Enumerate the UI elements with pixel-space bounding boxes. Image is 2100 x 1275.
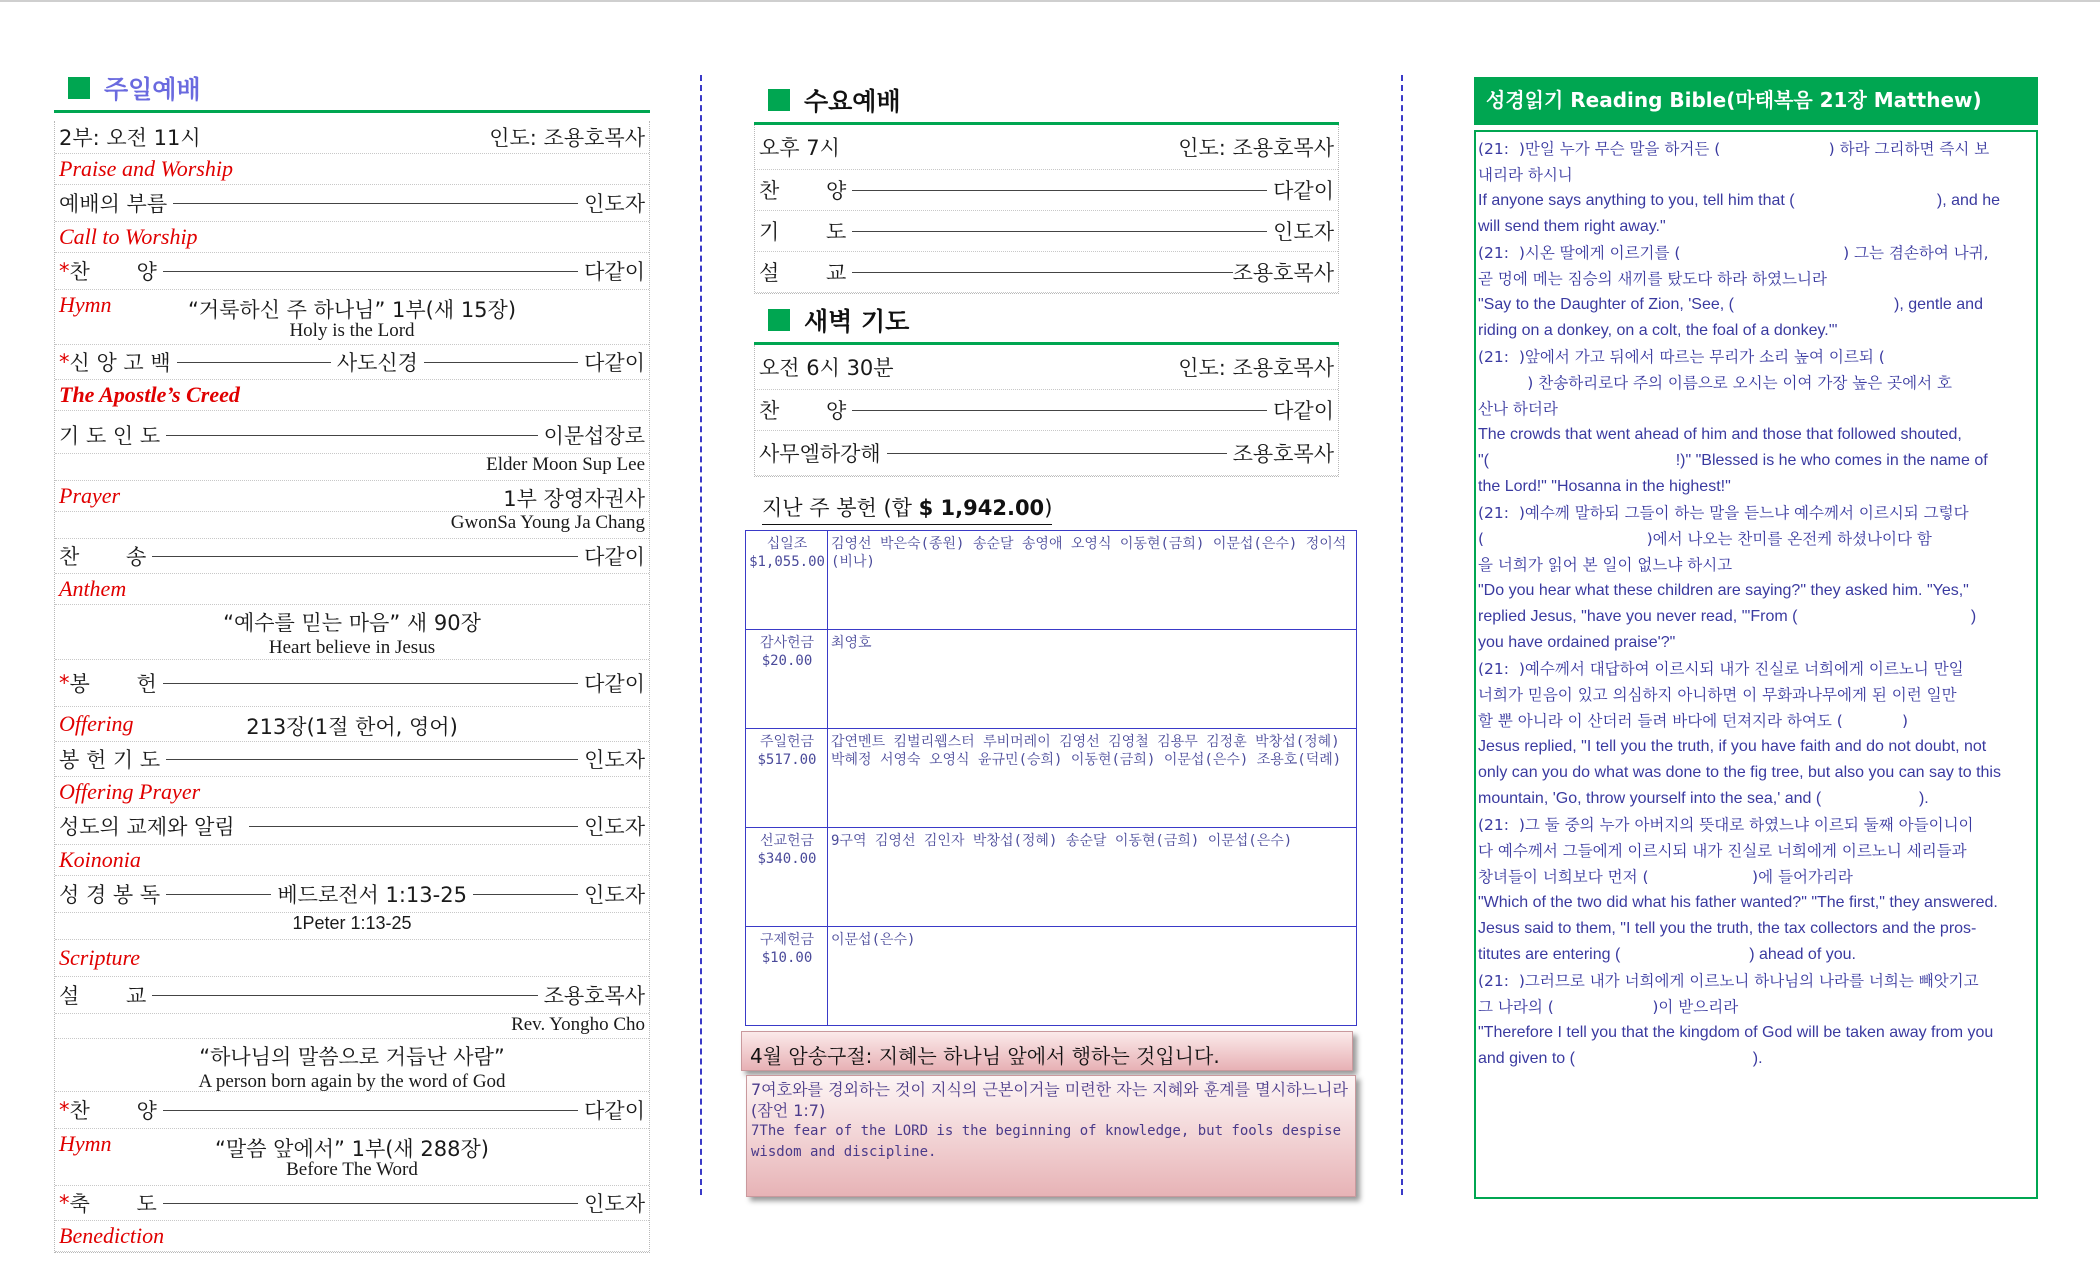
reading-line: replied Jesus, "have you never read, '"From ( ): [1478, 608, 1977, 625]
anthem-row: [55, 539, 649, 574]
dawn-row-label: 사무엘하강해: [759, 442, 881, 466]
sermon-title: “하나님의 말씀으로 거듭난 사람”: [199, 1045, 505, 1069]
reading-line: "Do you hear what these children are saying?" they asked him. "Yes,": [1478, 582, 1969, 599]
creed-mid: 사도신경: [336, 351, 418, 375]
dawn-time: 오전 6시 30분: [759, 356, 894, 380]
dawn-header: [754, 302, 1339, 338]
star-mark: *: [59, 1098, 70, 1122]
hymn1-en: Hymn: [59, 292, 112, 317]
star-mark: *: [59, 350, 70, 374]
service-time-row: [55, 121, 649, 154]
reading-bible-box: [1474, 130, 2038, 1199]
memory-verse-title: 4월 암송구절: 지혜는 하나님 앞에서 행하는 것입니다.: [741, 1031, 1353, 1071]
dawn-time-row: [755, 345, 1338, 390]
green-square-icon: [768, 89, 790, 111]
reading-line: (21: )그 둘 중의 누가 아버지의 뜻대로 하였느냐 이르되 둘째 아들이니이: [1478, 816, 1974, 834]
offering-type-cell: [746, 729, 828, 828]
dawn-row-end: 다같이: [1273, 399, 1334, 423]
reading-line: (21: )예수께 말하되 그들이 하는 말을 듣느냐 예수께서 이르시되 그렇다: [1478, 504, 1969, 522]
wednesday-time-row: [755, 125, 1338, 170]
reading-line: (21: )만일 누가 무슨 말을 하거든 ( ) 하라 그리하면 즉시 보: [1478, 140, 1990, 158]
green-square-icon: [768, 309, 790, 331]
reading-line: (21: )시온 딸에게 이르기를 ( ) 그는 겸손하여 나귀,: [1478, 244, 1989, 262]
column-divider-1: [700, 75, 702, 1195]
creed-row: [55, 345, 649, 380]
hymn2-block: [55, 1129, 649, 1186]
reading-line: ) 찬송하리로다 주의 이름으로 오시는 이여 가장 높은 곳에서 호: [1478, 374, 1952, 392]
column-divider-2: [1401, 75, 1403, 1195]
wednesday-row-end: 다같이: [1273, 179, 1334, 203]
dawn-title: 새벽 기도: [804, 307, 910, 336]
offer-prayer-en: Offering Prayer: [55, 777, 649, 808]
reading-line: (21: )예수께서 대답하여 이르시되 내가 진실로 너희에게 이르노니 만일: [1478, 660, 1964, 678]
weekday-services-section: [754, 82, 1339, 477]
memory-verse-body: [746, 1075, 1356, 1197]
offering-amount: $20.00: [761, 653, 813, 669]
dawn-box: [754, 345, 1339, 477]
hymn2-end: 다같이: [584, 1099, 645, 1123]
reading-line: Jesus replied, "I tell you the truth, if you have faith and do not doubt, not: [1478, 738, 1987, 755]
koinonia-end: 인도자: [584, 815, 645, 839]
table-row: [746, 630, 1357, 729]
reading-line: 창녀들이 너희보다 먼저 ( )에 들어가리라: [1478, 868, 1853, 886]
reading-line: the Lord!" "Hosanna in the highest!": [1478, 478, 1731, 495]
prayer-en: Prayer: [59, 483, 121, 508]
offer-prayer-end: 인도자: [584, 748, 645, 772]
offering-names: 김영선 박은숙(종원) 송순달 송영애 오영식 이동현(금희) 이문섭(은수) 정이석(비나): [828, 531, 1357, 630]
offering-type-cell: [746, 630, 828, 729]
offering-type-cell: [746, 927, 828, 1026]
anthem-end: 다같이: [584, 545, 645, 569]
benediction-en: Benediction: [55, 1221, 649, 1252]
offering-type: 십일조: [766, 536, 808, 552]
reading-line: (21: )앞에서 가고 뒤에서 따르는 무리가 소리 높여 이르되 (: [1478, 348, 1885, 366]
scripture-label: 성 경 봉 독: [59, 883, 161, 907]
offering-type: 주일헌금: [759, 734, 815, 750]
green-square-icon: [68, 77, 90, 99]
star-mark: *: [59, 259, 70, 283]
top-rule: [0, 0, 2100, 2]
scripture-mid: 베드로전서 1:13-25: [277, 883, 467, 907]
creed-end: 다같이: [584, 351, 645, 375]
offer-row: [55, 660, 649, 707]
offering-title-suffix: ): [1044, 496, 1053, 520]
hymn2-en: Hymn: [59, 1131, 112, 1156]
sermon-name-en: Rev. Yongho Cho: [55, 1014, 649, 1039]
reading-line: ( )에서 나오는 찬미를 온전케 하셨나이다 함: [1478, 530, 1932, 548]
reading-line: only can you do what was done to the fig tree, but also you can say to this: [1478, 764, 2001, 781]
dawn-row: [755, 431, 1338, 476]
offering-names: 9구역 김영선 김인자 박창섭(정혜) 송순달 이동현(금희) 이문섭(은수): [828, 828, 1357, 927]
offer-en: Offering: [59, 711, 134, 736]
table-row: [746, 828, 1357, 927]
reading-line: 내리라 하시니: [1478, 166, 1573, 184]
call-end: 인도자: [584, 192, 645, 216]
sunday-title: 주일예배: [104, 75, 201, 104]
reading-line: you have ordained praise'?": [1478, 634, 1676, 651]
offering-total: $ 1,942.00: [918, 496, 1045, 520]
reading-line: and given to ( ).: [1478, 1050, 1763, 1067]
anthem-title: “예수를 믿는 마음” 새 90장: [223, 611, 481, 635]
prayer-row: [55, 417, 649, 454]
reading-line: The crowds that went ahead of him and those that followed shouted,: [1478, 426, 1962, 443]
koinonia-en: Koinonia: [55, 845, 649, 876]
reading-line: mountain, 'Go, throw yourself into the sea,' and ( ).: [1478, 790, 1929, 807]
wednesday-row: [755, 252, 1338, 293]
offering-names: 갑연멘트 킴벌리웹스터 루비머레이 김영선 김영철 김용무 김정훈 박창섭(정혜) 박혜정 서영숙 오영식 윤규민(승희) 이동현(금희) 이문섭(은수) 조용호(덕례): [828, 729, 1357, 828]
reading-line: 그 나라의 ( )이 받으리라: [1478, 998, 1739, 1016]
wednesday-row-label: 설 교: [759, 261, 847, 285]
reading-line: "Which of the two did what his father wanted?" "The first," they answered.: [1478, 894, 1998, 911]
hymn1-label: 찬 양: [69, 260, 157, 284]
offering-amount: $10.00: [761, 950, 813, 966]
reading-line: 다 예수께서 그들에게 이르시되 내가 진실로 너희에게 이르노니 세리들과: [1478, 842, 1967, 860]
benediction-row: [55, 1186, 649, 1221]
hymn2-label: 찬 양: [69, 1099, 157, 1123]
reading-line: 할 뿐 아니라 이 산더러 들려 바다에 던져지라 하여도 ( ): [1478, 712, 1908, 730]
wednesday-row: [755, 211, 1338, 252]
reading-line: riding on a donkey, on a colt, the foal of a donkey.'": [1478, 322, 1838, 339]
anthem-en: Anthem: [55, 574, 649, 605]
scripture-end: 인도자: [584, 883, 645, 907]
prayer2-name: 1부 장영자권사: [503, 487, 645, 511]
hymn2-title: “말씀 앞에서” 1부(새 288장): [215, 1137, 489, 1161]
offer-end: 다같이: [584, 672, 645, 696]
offering-names: 최영호: [828, 630, 1357, 729]
dawn-leader: 인도: 조용호목사: [1178, 356, 1334, 380]
dawn-row-end: 조용호목사: [1232, 442, 1334, 466]
sermon-end: 조용호목사: [543, 984, 645, 1008]
hymn2-title-en: Before The Word: [286, 1159, 418, 1180]
sermon-title-block: [55, 1039, 649, 1092]
scripture-ref-en: 1Peter 1:13-25: [55, 913, 649, 940]
sermon-row: [55, 977, 649, 1014]
sunday-service-section: [54, 70, 650, 1253]
offering-amount: $340.00: [757, 851, 817, 867]
reading-line: titutes are entering ( ) ahead of you.: [1478, 946, 1856, 963]
offering-type: 선교헌금: [759, 833, 815, 849]
sermon-label: 설 교: [59, 984, 147, 1008]
wednesday-row: [755, 170, 1338, 211]
prayer2-row: [55, 481, 649, 512]
call-label: 예배의 부름: [59, 192, 168, 216]
wednesday-row-end: 조용호목사: [1232, 261, 1334, 285]
offering-type: 감사헌금: [759, 635, 815, 651]
offer-label: 봉 헌: [69, 672, 157, 696]
offering-type-cell: [746, 531, 828, 630]
wednesday-box: [754, 125, 1339, 294]
reading-line: If anyone says anything to you, tell him that ( ), and he: [1478, 192, 2001, 209]
koinonia-label: 성도의 교제와 알림: [59, 815, 235, 839]
dawn-row-label: 찬 양: [759, 399, 847, 423]
reading-line: will send them right away.": [1478, 218, 1666, 235]
offer-song: 213장(1절 한어, 영어): [246, 715, 458, 739]
sunday-title-rule: [54, 110, 650, 113]
reading-line: Jesus said to them, "I tell you the truth, the tax collectors and the pros-: [1478, 920, 1977, 937]
sunday-header: [54, 70, 650, 106]
prayer-end: 이문섭장로: [543, 424, 645, 448]
wednesday-time: 오후 7시: [759, 136, 840, 160]
offering-type: 구제헌금: [759, 932, 815, 948]
call-row: [55, 185, 649, 222]
anthem-title-en: Heart believe in Jesus: [268, 637, 436, 658]
hymn2-row: [55, 1092, 649, 1129]
offering-table: [745, 530, 1357, 1026]
reading-line: "( !)" "Blessed is he who comes in the name of: [1478, 452, 1988, 469]
offering-title-prefix: 지난 주 봉헌 (합: [762, 496, 919, 520]
reading-line: 을 너희가 읽어 본 일이 없느냐 하시고: [1478, 556, 1733, 574]
call-en: Call to Worship: [55, 222, 649, 253]
table-row: [746, 531, 1357, 630]
anthem-title-block: [55, 605, 649, 660]
star-mark: *: [59, 1191, 70, 1215]
wednesday-title: 수요예배: [804, 87, 901, 116]
sunday-order: [54, 121, 650, 1253]
sermon-title-en: A person born again by the word of God: [198, 1071, 506, 1092]
prayer-label: 기 도 인 도: [59, 424, 161, 448]
service-time: 2부: 오전 11시: [59, 126, 201, 150]
offering-amount: $517.00: [757, 752, 817, 768]
scripture-row: [55, 876, 649, 913]
reading-line: "Therefore I tell you that the kingdom of God will be taken away from you: [1478, 1024, 1994, 1041]
hymn1-row: [55, 253, 649, 290]
wednesday-row-end: 인도자: [1273, 220, 1334, 244]
hymn1-title-en: Holy is the Lord: [289, 320, 415, 341]
offer-prayer-label: 봉 헌 기 도: [59, 748, 161, 772]
prayer2-name-en: GwonSa Young Ja Chang: [55, 512, 649, 539]
offering-title: [762, 492, 1052, 525]
benediction-label: 축 도: [69, 1192, 157, 1216]
reading-line: 너희가 믿음이 있고 의심하지 아니하면 이 무화과나무에게 된 이런 일만: [1478, 686, 1957, 704]
koinonia-row: [55, 808, 649, 845]
table-row: [746, 927, 1357, 1026]
benediction-end: 인도자: [584, 1192, 645, 1216]
table-row: [746, 729, 1357, 828]
reading-line: 산나 하더라: [1478, 400, 1558, 418]
offering-names: 이문섭(은수): [828, 927, 1357, 1026]
anthem-label: 찬 송: [59, 545, 147, 569]
offer-song-row: [55, 707, 649, 742]
creed-en: The Apostle’s Creed: [55, 380, 649, 411]
offering-type-cell: [746, 828, 828, 927]
wednesday-leader: 인도: 조용호목사: [1178, 136, 1334, 160]
reading-bible-title: 성경읽기 Reading Bible(마태복음 21장 Matthew): [1474, 77, 2038, 125]
hymn1-title: “거룩하신 주 하나님” 1부(새 15장): [187, 298, 517, 322]
star-mark: *: [59, 671, 70, 695]
prayer-name-en: Elder Moon Sup Lee: [55, 454, 649, 481]
offer-prayer-row: [55, 742, 649, 777]
memory-verse-en: 7The fear of the LORD is the beginning of knowledge, but fools despise wisdom and discipline.: [751, 1123, 1342, 1160]
memory-verse-ko: 7여호와를 경외하는 것이 지식의 근본이거늘 미련한 자는 지혜와 훈계를 멸시하느니라(잠언 1:7): [751, 1080, 1348, 1120]
dawn-row: [755, 390, 1338, 431]
scripture-en: Scripture: [55, 940, 649, 977]
wednesday-row-label: 기 도: [759, 220, 847, 244]
creed-label: 신 앙 고 백: [69, 351, 171, 375]
reading-line: "Say to the Daughter of Zion, 'See, ( ), gentle and: [1478, 296, 1983, 313]
offering-amount: $1,055.00: [749, 554, 825, 570]
praise-en: Praise and Worship: [55, 154, 649, 185]
wednesday-header: [754, 82, 1339, 118]
wednesday-row-label: 찬 양: [759, 179, 847, 203]
hymn1-block: [55, 290, 649, 345]
reading-line: (21: )그러므로 내가 너희에게 이르노니 하나님의 나라를 너희는 빼앗기고: [1478, 972, 1979, 990]
reading-line: 곧 멍에 메는 짐승의 새끼를 탔도다 하라 하였느니라: [1478, 270, 1827, 288]
hymn1-end: 다같이: [584, 260, 645, 284]
service-leader: 인도: 조용호목사: [489, 126, 645, 150]
